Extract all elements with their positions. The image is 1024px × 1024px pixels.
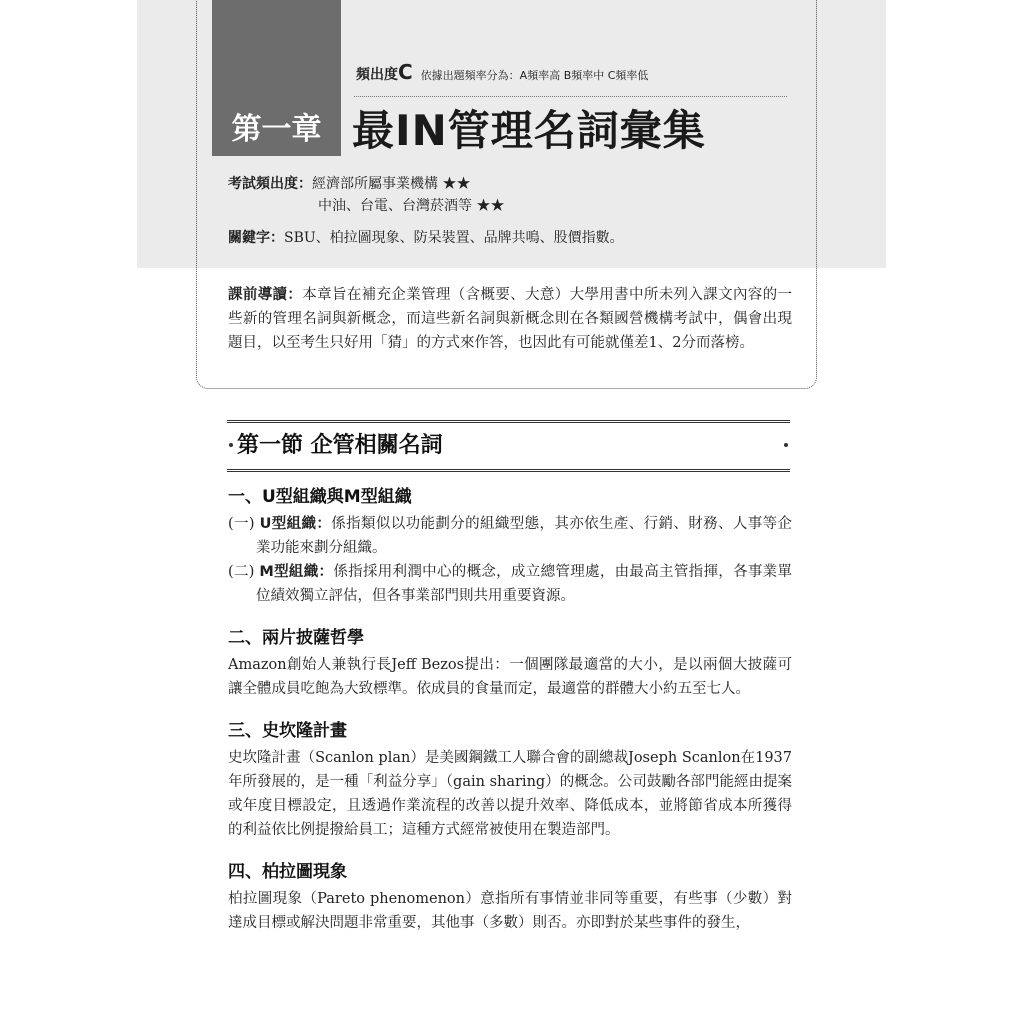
topic-paragraph: 柏拉圖現象（Pareto phenomenon）意指所有事情並非同等重要，有些事（少數）對達成目標或解決問題非常重要，其他事（多數）則否。亦即對於某些事件的發生， <box>228 891 792 931</box>
title-divider <box>354 96 787 97</box>
topic-heading: 四、柏拉圖現象 <box>228 862 347 882</box>
list-text: 係指類似以功能劃分的組織型態，其亦依生產、行銷、財務、人事等企業功能來劃分組織。 <box>256 516 792 556</box>
exam-frequency-value-2: 中油、台電、台灣菸酒等 ★★ <box>318 198 505 214</box>
keywords-label: 關鍵字： <box>228 230 284 246</box>
topic-paragraph: Amazon創始人兼執行長Jeff Bezos提出：一個團隊最適當的大小，是以兩個大披薩可讓全體成員吃飽為大致標準。依成員的食量而定，最適當的群體大小約五至七人。 <box>228 657 792 697</box>
pre-class-intro <box>228 283 792 355</box>
list-marker: (二) <box>228 564 260 580</box>
exam-frequency-value-1: 經濟部所屬事業機構 ★★ <box>312 176 471 192</box>
frequency-grade: C <box>398 60 413 84</box>
exam-frequency-line-1 <box>228 174 470 194</box>
section-title: 第一節 企管相關名詞 <box>237 433 443 458</box>
frequency-rating <box>356 60 648 84</box>
keywords-line <box>228 228 624 248</box>
list-item <box>228 512 792 560</box>
list-text: 係指採用利潤中心的概念，成立總管理處，由最高主管指揮，各事業單位績效獨立評估，但各事業部門則共用重要資源。 <box>256 564 792 604</box>
exam-frequency-line-2 <box>318 196 504 216</box>
chapter-label: 第一章 <box>231 112 322 147</box>
frequency-note: 依據出題頻率分為：A頻率高 B頻率中 C頻率低 <box>420 69 649 82</box>
topic-heading: 二、兩片披薩哲學 <box>228 628 364 648</box>
exam-frequency-label: 考試頻出度： <box>228 176 312 192</box>
list-term: U型組織： <box>259 516 332 532</box>
section-bar-dot-right <box>784 443 788 447</box>
topic-paragraph: 史坎隆計畫（Scanlon plan）是美國鋼鐵工人聯合會的副總裁Joseph Scanlon在1937年所發展的，是一種「利益分享」（gain sharing）的概念。公司鼓勵各部門能經由提案或年度目標設定，且透過作業流程的改善以提升效率、降低成本，並將節省成本所獲得的利益依比例提撥給員工；這種方式經常被使用在製造部門。 <box>228 750 792 838</box>
frequency-label: 頻出度 <box>356 67 398 83</box>
keywords-text: SBU、柏拉圖現象、防呆裝置、品牌共鳴、股價指數。 <box>284 230 624 246</box>
topic-heading: 三、史坎隆計畫 <box>228 721 347 741</box>
section-bar-dot-left <box>229 443 233 447</box>
list-marker: (一) <box>228 516 260 532</box>
intro-label: 課前導讀： <box>228 287 303 303</box>
intro-text: 本章旨在補充企業管理（含概要、大意）大學用書中所未列入課文內容的一些新的管理名詞與新概念，而這些新名詞與新概念則在各類國營機構考試中，偶會出現題目，以至考生只好用「猜」的方式來作答，也因此有可能就僅差1、2分而落榜。 <box>228 287 793 351</box>
list-item <box>228 560 792 608</box>
topic-heading: 一、U型組織與M型組織 <box>228 487 412 507</box>
list-term: M型組織： <box>259 564 334 580</box>
chapter-title: 最IN管理名詞彙集 <box>352 106 706 155</box>
